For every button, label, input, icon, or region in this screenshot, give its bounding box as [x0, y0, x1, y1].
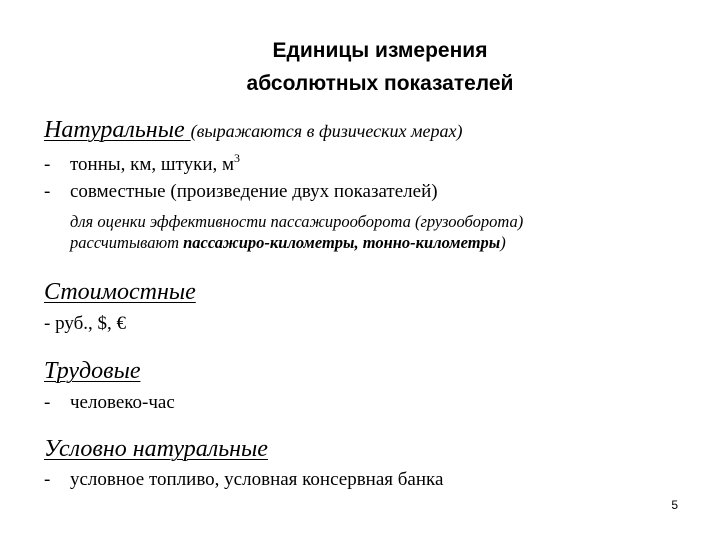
slide-title-line-1: Единицы измерения — [272, 39, 488, 62]
example-line-2 — [70, 232, 523, 253]
example-suffix: ) — [500, 233, 506, 252]
list-dash: - — [44, 469, 51, 490]
heading-labor-label: Трудовые — [44, 358, 141, 384]
slide-title-line-2: абсолютных показателей — [246, 72, 514, 95]
heading-cost-label: Стоимостные — [44, 279, 196, 305]
heading-conditional-natural — [44, 436, 268, 463]
list-item-currencies — [44, 313, 126, 335]
list-item-labor-units — [44, 392, 175, 414]
list-dash: - — [44, 392, 51, 413]
list-item-conditional-units — [44, 469, 443, 491]
list-item-text: руб., $, € — [55, 313, 126, 334]
heading-labor — [44, 358, 140, 385]
heading-natural — [44, 117, 462, 144]
example-prefix: рассчитывают — [70, 233, 184, 252]
example-note — [70, 211, 523, 253]
list-item-natural-units — [44, 151, 241, 176]
list-item-text: совместные (произведение двух показателей) — [70, 181, 438, 202]
list-item-text: условное топливо, условная консервная банка — [70, 469, 444, 490]
list-dash: - — [44, 181, 51, 202]
example-line-1: для оценки эффективности пассажирооборота (грузооборота) — [70, 212, 524, 231]
superscript-cubed: 3 — [234, 151, 241, 165]
list-item-text: человеко-час — [70, 392, 175, 413]
heading-natural-label: Натуральные — [44, 117, 185, 143]
slide-title — [200, 34, 560, 100]
page-number: 5 — [671, 498, 678, 512]
list-dash: - — [44, 313, 51, 334]
heading-natural-note: (выражаются в физических мерах) — [190, 121, 463, 141]
list-item-text: тонны, км, штуки, м — [70, 154, 235, 175]
list-dash: - — [44, 154, 51, 175]
list-item-combined-units — [44, 181, 438, 203]
heading-conditional-natural-label: Условно натуральные — [44, 436, 268, 462]
heading-cost — [44, 279, 196, 306]
example-bold-units: пассажиро-километры, тонно-километры — [183, 233, 501, 252]
